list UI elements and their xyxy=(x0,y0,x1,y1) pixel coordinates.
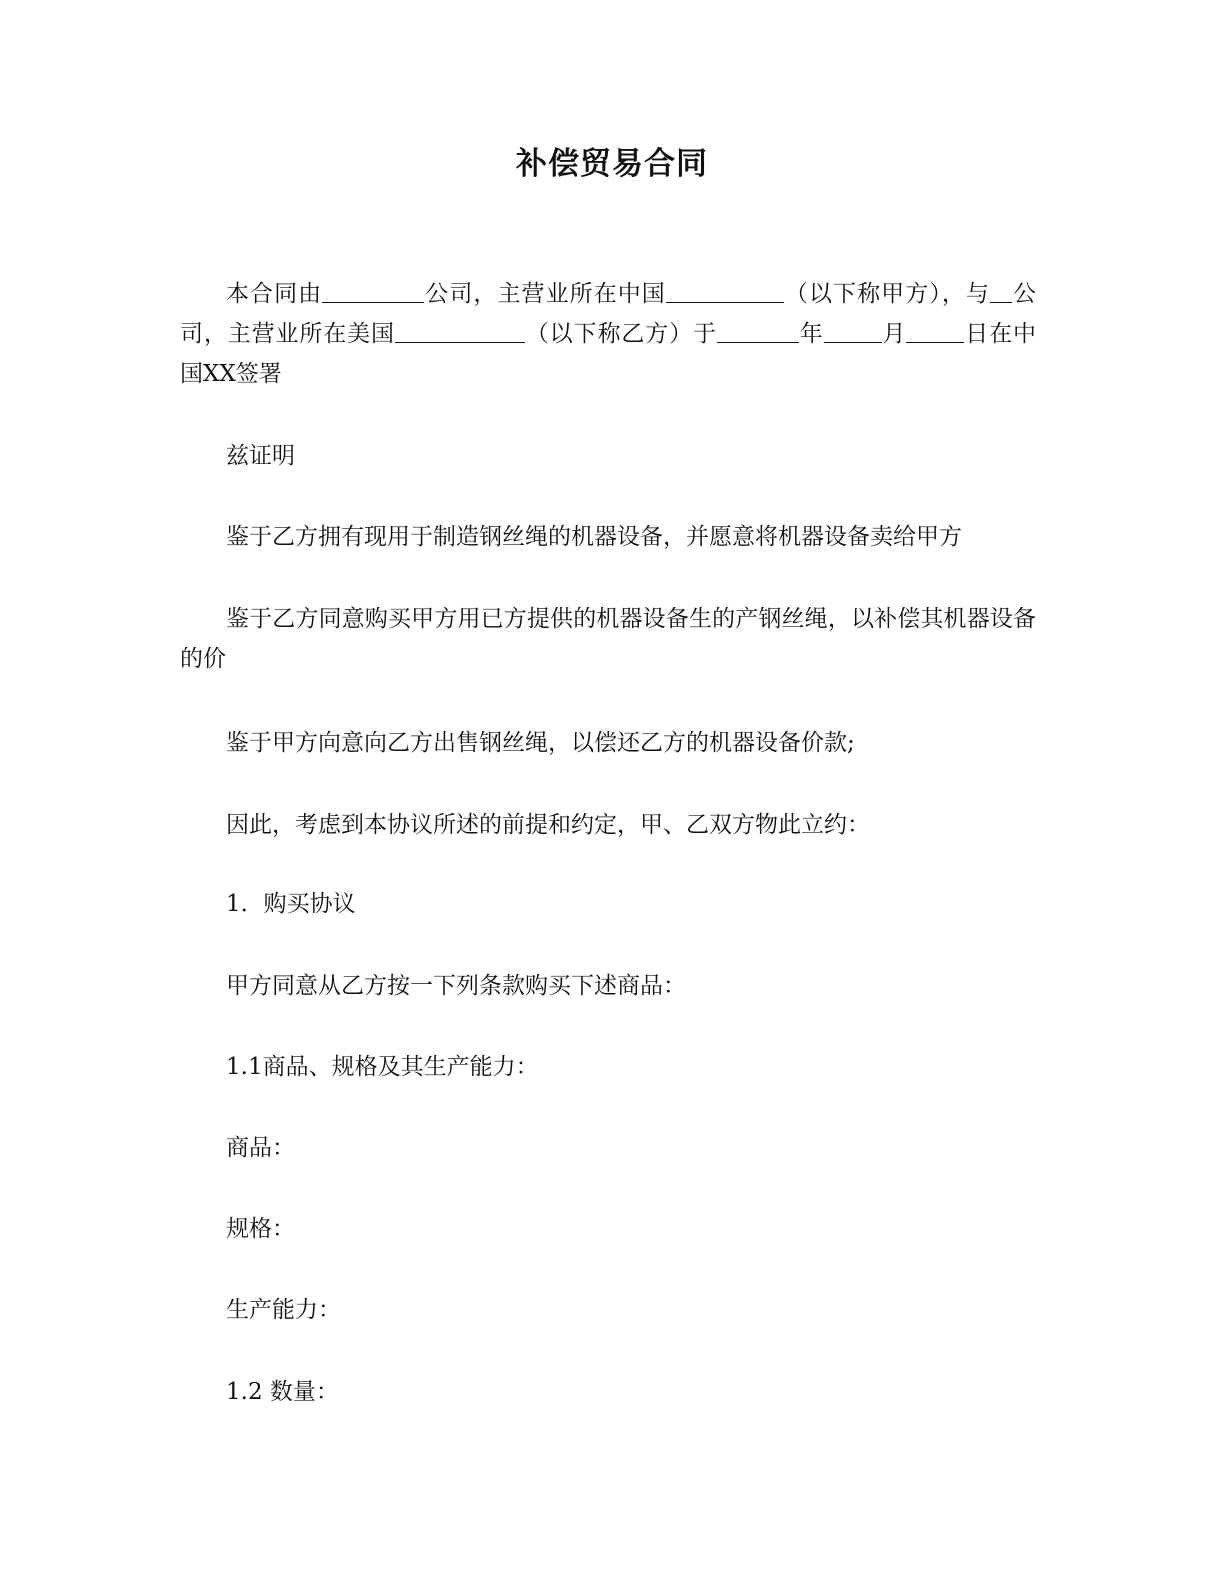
subsection-1-1: 1.1商品、规格及其生产能力： xyxy=(226,1054,539,1080)
intro-text-4: 公司，主营业所在美国 xyxy=(180,281,1037,347)
intro-text-8: 日在中国XX签署 xyxy=(180,321,1037,387)
intro-text-7: 月 xyxy=(881,321,907,347)
intro-text-1: 本合同由 xyxy=(226,281,323,307)
year-blank xyxy=(717,316,799,343)
month-blank xyxy=(824,316,882,343)
field-capacity: 生产能力： xyxy=(226,1297,341,1323)
party-b-name-blank xyxy=(990,276,1012,303)
party-a-address-blank xyxy=(666,276,784,303)
intro-text-6: 年 xyxy=(798,321,824,347)
paragraph-purchase-terms: 甲方同意从乙方按一下列条款购买下述商品： xyxy=(226,973,686,999)
paragraph-witness: 兹证明 xyxy=(226,443,295,469)
subsection-1-2: 1.2 数量： xyxy=(226,1379,339,1405)
intro-text-2: 公司，主营业所在中国 xyxy=(424,281,666,307)
paragraph-recital-3: 鉴于甲方向意向乙方出售钢丝绳，以偿还乙方的机器设备价款; xyxy=(226,730,855,756)
field-specification: 规格： xyxy=(226,1216,295,1242)
field-commodity: 商品： xyxy=(226,1135,295,1161)
day-blank xyxy=(906,316,964,343)
intro-paragraph xyxy=(180,274,1036,394)
paragraph-recital-2: 鉴于乙方同意购买甲方用已方提供的机器设备生的产钢丝绳，以补偿其机器设备的价 xyxy=(180,606,1036,672)
section-heading-purchase: 1．购买协议 xyxy=(226,891,356,917)
party-a-name-blank xyxy=(322,276,424,303)
paragraph-agreement: 因此，考虑到本协议所述的前提和约定，甲、乙双方物此立约： xyxy=(226,812,870,838)
paragraph-recital-1: 鉴于乙方拥有现用于制造钢丝绳的机器设备，并愿意将机器设备卖给甲方 xyxy=(226,524,962,550)
document-title: 补偿贸易合同 xyxy=(516,146,708,182)
intro-text-3: （以下称甲方），与 xyxy=(783,281,990,307)
party-b-address-blank xyxy=(395,316,525,343)
intro-text-5: （以下称乙方）于 xyxy=(524,321,717,347)
